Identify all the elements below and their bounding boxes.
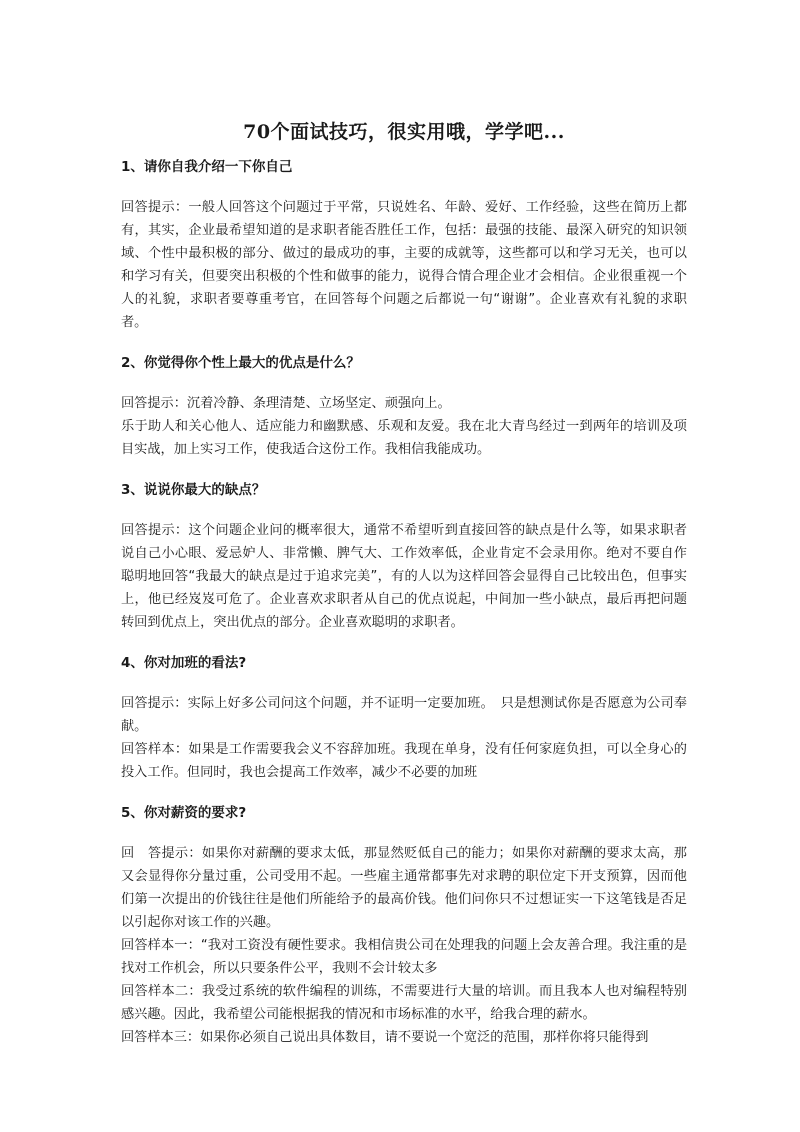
question-heading: 2、你觉得你个性上最大的优点是什么？ [121,355,360,371]
answer-paragraph: 回答提示：沉着冷静、条理清楚、立场坚定、顽强向上。 [121,396,451,411]
question-heading: 5、你对薪资的要求? [121,805,247,821]
answer-paragraph: 回答提示：实际上好多公司问这个问题，并不证明一定要加班。 只是想测试你是否愿意为公司奉献。 [121,696,687,734]
answer-block [121,842,687,1049]
section-5 [121,802,687,1049]
question-heading: 4、你对加班的看法? [121,655,247,671]
answer-paragraph: 回答提示：这个问题企业问的概率很大，通常不希望听到直接回答的缺点是什么等，如果求职者说自己小心眼、爱忌妒人、非常懒、脾气大、工作效率低，企业肯定不会录用你。绝对不要自作聪明地回答“我最大的缺点是过于追求完美”，有的人以为这样回答会显得自己比较出色，但事实上，他已经岌岌可危了。企业喜欢求职者从自己的优点说起，中间加一些小缺点，最后再把问题转回到优点上，突出优点的部分。企业喜欢聪明的求职者。 [121,523,687,630]
question-heading: 3、说说你最大的缺点？ [121,482,266,498]
answer-paragraph: 回答样本一：“我对工资没有硬性要求。我相信贵公司在处理我的问题上会友善合理。我注重的是找对工作机会，所以只要条件公平，我则不会计较太多 [121,938,687,976]
answer-paragraph: 回 答提示：如果你对薪酬的要求太低，那显然贬低自己的能力；如果你对薪酬的要求太高，那又会显得你分量过重，公司受用不起。一些雇主通常都事先对求聘的职位定下开支预算，因而他们第一次提出的价钱往往是他们所能给予的最高价钱。他们问你只不过想证实一下这笔钱是否足以引起你对该工作的兴趣。 [121,846,687,930]
answer-paragraph: 回答提示：一般人回答这个问题过于平常，只说姓名、年龄、爱好、工作经验，这些在简历上都有，其实，企业最希望知道的是求职者能否胜任工作，包括：最强的技能、最深入研究的知识领域、个性中最积极的部分、做过的最成功的事，主要的成就等，这些都可以和学习无关，也可以和学习有关，但要突出积极的个性和做事的能力，说得合情合理企业才会相信。企业很重视一个人的礼貌，求职者要尊重考官，在回答每个问题之后都说一句“谢谢”。企业喜欢有礼貌的求职者。 [121,200,687,330]
answer-paragraph: 回答样本：如果是工作需要我会义不容辞加班。我现在单身，没有任何家庭负担，可以全身心的投入工作。但同时，我也会提高工作效率，减少不必要的加班 [121,742,687,780]
answer-block [121,196,687,334]
question-heading: 1、请你自我介绍一下你自己 [121,159,293,175]
section-4 [121,652,687,784]
answer-paragraph: 乐于助人和关心他人、适应能力和幽默感、乐观和友爱。我在北大青鸟经过一到两年的培训及项目实战，加上实习工作，使我适合这份工作。我相信我能成功。 [121,419,687,457]
answer-block [121,519,687,634]
section-2 [121,352,687,461]
answer-block [121,692,687,784]
answer-paragraph: 回答样本三：如果你必须自己说出具体数目，请不要说一个宽泛的范围，那样你将只能得到 [121,1030,649,1045]
answer-block [121,392,687,461]
document-title: 70个面试技巧，很实用哦，学学吧... [243,121,565,143]
document-page [121,118,687,1067]
answer-paragraph: 回答样本二：我受过系统的软件编程的训练，不需要进行大量的培训。而且我本人也对编程特别感兴趣。因此，我希望公司能根据我的情况和市场标准的水平，给我合理的薪水。 [121,984,687,1022]
section-3 [121,479,687,634]
section-1 [121,156,687,334]
